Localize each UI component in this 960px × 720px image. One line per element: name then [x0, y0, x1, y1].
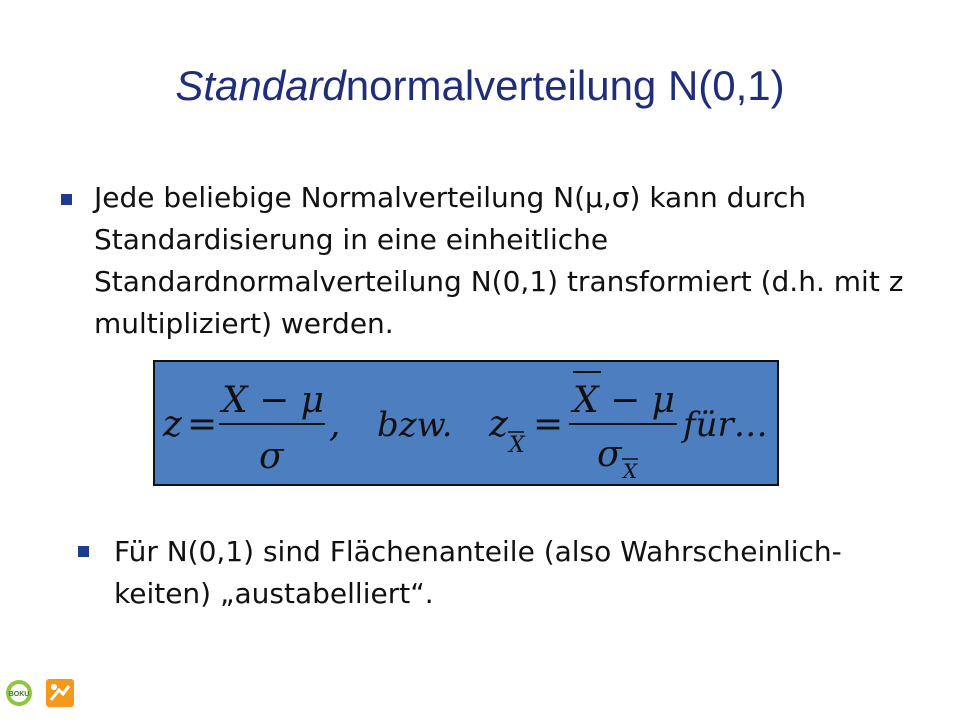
bullet-item-1: [94, 177, 914, 345]
formula-box: [153, 360, 779, 486]
slide-title-rest: normalverteilung N(0,1): [345, 62, 785, 109]
boku-logo-icon: [4, 678, 34, 708]
formula-z-subscript: X: [509, 433, 525, 458]
bullet-text: Für N(0,1) sind Flächenanteile (also Wahrscheinlich-keiten) „austabelliert“.: [114, 535, 842, 610]
formula-bzw: bzw.: [377, 405, 453, 445]
formula-numerator-2: X − μ: [573, 380, 676, 421]
slide-title: [0, 62, 960, 110]
formula-equals-2: =: [533, 404, 564, 445]
formula-numerator-1: X − μ: [222, 380, 325, 421]
bullet-text: Jede beliebige Normalverteilung N(µ,σ) kann durch Standardisierung in eine einheitliche Standardnormalverteilung N(0,1) transformiert (d.h. mit z multipliziert) werden.: [94, 181, 904, 340]
formula-equals-1: =: [187, 404, 218, 445]
formula-svg: [155, 362, 777, 484]
institute-logo-icon: [45, 678, 75, 708]
formula-comma: ,: [329, 404, 341, 445]
bullet-marker: [61, 194, 72, 205]
formula-denominator-1: σ: [259, 436, 284, 477]
formula-z-2: z: [489, 404, 508, 445]
formula-fuer: für…: [683, 405, 768, 445]
slide-title-italic: Standard: [175, 62, 346, 109]
formula-z: z: [163, 404, 182, 445]
bullet-marker: [78, 546, 89, 557]
boku-logo-text: BOKU: [8, 691, 30, 698]
formula-denominator-subscript: X: [623, 459, 638, 483]
formula-denominator-2: σ: [597, 434, 622, 475]
bullet-item-2: [114, 531, 914, 615]
